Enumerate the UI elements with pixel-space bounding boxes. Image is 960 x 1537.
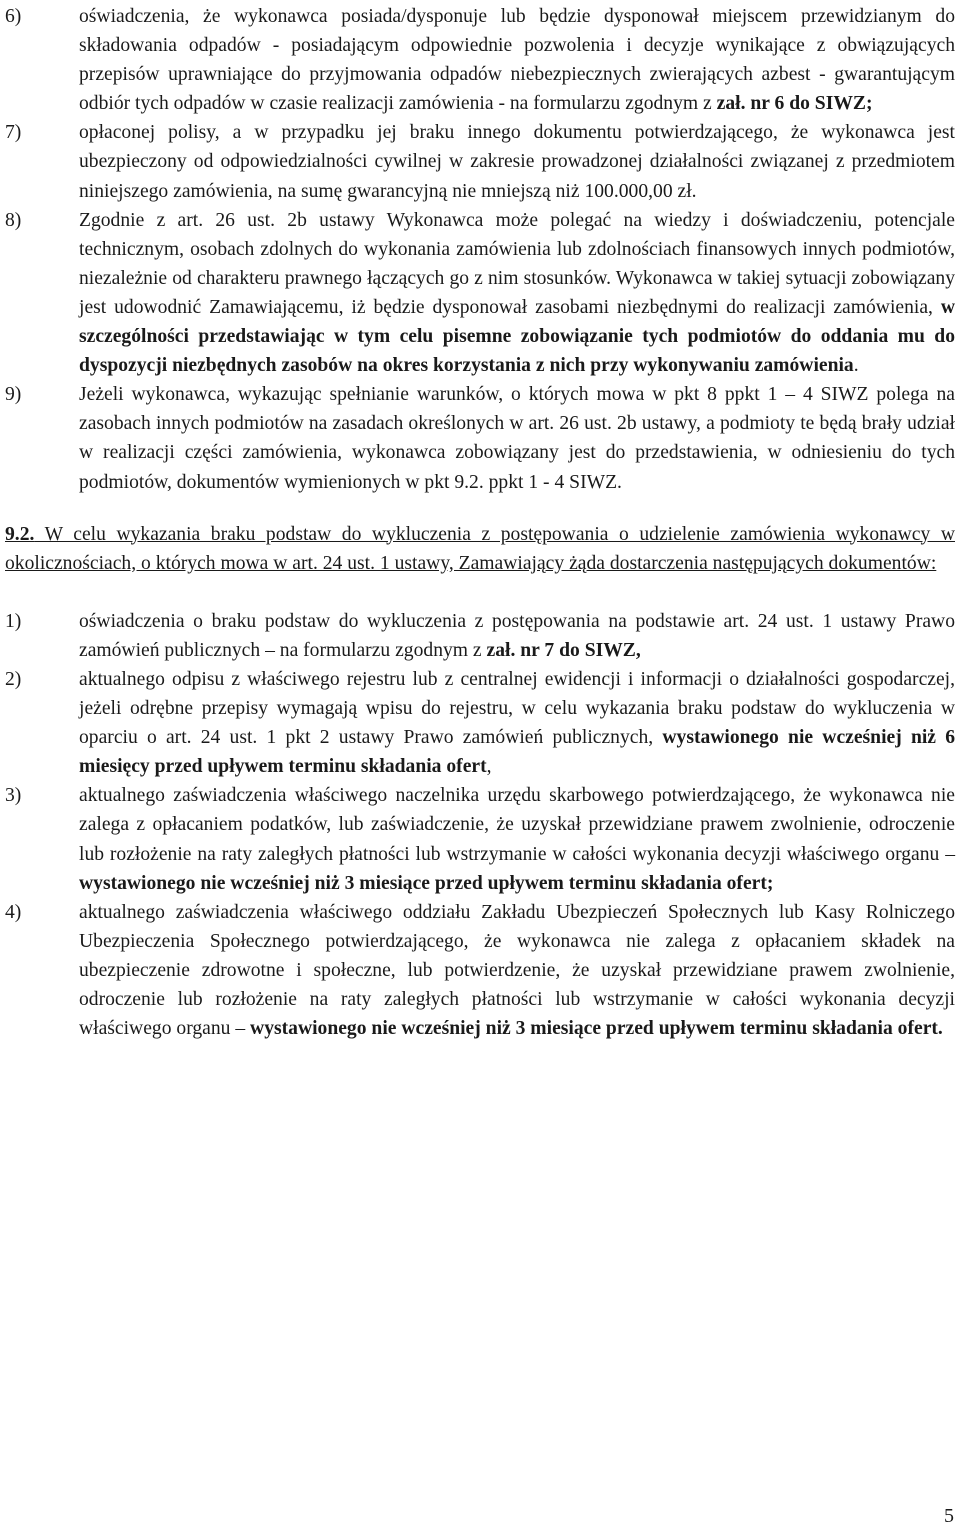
text-run: aktualnego zaświadczenia właściwego oddziału Zakładu Ubezpieczeń Społecznych lub Kasy Rolniczego Ubezpieczenia Społecznego potwierdzającego, że wykonawca nie zalega z opłacaniem składek na ubezpieczenie zdrowotne i społeczne, lub potwierdzenie, że uzyskał przewidziane prawem zwolnienie, odroczenie lub rozłożenie na raty zaległych płatności lub wstrzymanie w całości wykonania decyzji właściwego organu – — [79, 901, 955, 1040]
requirements-list-top — [5, 0, 955, 497]
list-item — [5, 781, 955, 897]
list-item-number: 6) — [5, 6, 22, 27]
section-number: 9.2. — [5, 523, 35, 545]
bold-text: wystawionego nie wcześniej niż 3 miesiące przed upływem terminu składania ofert. — [250, 1018, 943, 1040]
text-run: Zgodnie z art. 26 ust. 2b ustawy Wykonawca może polegać na wiedzy i doświadczeniu, potencjale technicznym, osobach zdolnych do wykonania zamówienia lub zdolnościach finansowych innych podmiotów, niezależnie od charakteru prawnego łączących go z nim stosunków. Wykonawca w takiej sytuacji zobowiązany jest udowodnić Zamawiającemu, iż będzie dysponował zasobami niezbędnymi do realizacji zamówienia, — [79, 209, 955, 318]
list-item — [5, 380, 955, 496]
list-item — [5, 898, 955, 1043]
list-item-number: 1) — [5, 610, 22, 632]
list-item-text — [79, 781, 955, 897]
text-run: opłaconej polisy, a w przypadku jej braku innego dokumentu potwierdzającego, że wykonawca jest ubezpieczony od odpowiedzialności cywilnej w zakresie prowadzonej działalności związanej z przedmiotem niniejszego zamówienia, na sumę gwarancyjną nie mniejszą niż 100.000,00 zł. — [79, 122, 955, 202]
list-item-text — [79, 665, 955, 781]
bold-text: wystawionego nie wcześniej niż 3 miesiące przed upływem terminu składania ofert; — [79, 872, 774, 894]
list-item-number: 9) — [5, 384, 22, 406]
list-item — [5, 2, 955, 118]
section-text: W celu wykazania braku podstaw do wykluczenia z postępowania o udzielenie zamówienia wykonawcy w okolicznościach, o których mowa w art. 24 ust. 1 ustawy, Zamawiający żąda dostarczenia następujących dokumentów: — [5, 523, 955, 574]
text-run: Jeżeli wykonawca, wykazując spełnianie warunków, o których mowa w pkt 8 ppkt 1 – 4 SIWZ polega na zasobach innych podmiotów na zasadach określonych w art. 26 ust. 2b ustawy, a podmioty te będą brały udział w realizacji części zamówienia, wykonawca zobowiązany jest do przedstawienia, w odniesieniu do tych podmiotów, dokumentów wymienionych w pkt 9.2. ppkt 1 - 4 SIWZ. — [79, 384, 955, 493]
list-item-number: 2) — [5, 668, 22, 690]
list-item-number: 8) — [5, 209, 22, 231]
list-item-text — [79, 118, 955, 205]
section-9-2-heading — [5, 520, 955, 578]
list-item — [5, 665, 955, 781]
list-item — [5, 118, 955, 205]
text-run: , — [486, 756, 492, 778]
text-run: aktualnego odpisu z właściwego rejestru lub z centralnej ewidencji i informacji o działalności gospodarczej, jeżeli odrębne przepisy wymagają wpisu do rejestru, w celu wykazania braku podstaw do wykluczenia w oparciu o art. 24 ust. 1 pkt 2 ustawy Prawo zamówień publicznych, — [79, 668, 955, 749]
list-item — [5, 607, 955, 665]
page-number: 5 — [944, 1505, 954, 1527]
list-item-text — [79, 607, 955, 665]
text-run: . — [853, 355, 859, 377]
list-item-number: 7) — [5, 122, 22, 144]
numbered-list — [5, 2, 955, 497]
numbered-list — [5, 607, 955, 1043]
list-item-text — [79, 380, 955, 496]
list-item-number: 4) — [5, 901, 22, 923]
text-run: oświadczenia o braku podstaw do wykluczenia z postępowania na podstawie art. 24 ust. 1 ustawy Prawo zamówień publicznych – na formularzu zgodnym z — [79, 610, 955, 661]
bold-text: zał. nr 7 do SIWZ, — [486, 639, 641, 661]
list-item-text — [79, 206, 955, 381]
bold-text: w szczególności przedstawiając w tym celu pisemne zobowiązanie tych podmiotów do oddania mu do dyspozycji niezbędnych zasobów na okres korzystania z nich przy wykonywaniu zamówienia — [79, 296, 955, 377]
list-item-text — [79, 2, 955, 118]
text-run: aktualnego zaświadczenia właściwego naczelnika urzędu skarbowego potwierdzającego, że wykonawca nie zalega z opłacaniem podatków, lub zaświadczenie, że uzyskał przewidziane prawem zwolnienie, odroczenie lub rozłożenie na raty zaległych płatności lub wstrzymanie w całości wykonania decyzji właściwego organu – — [79, 785, 955, 865]
requirements-list-bottom — [5, 607, 955, 1043]
list-item-number: 3) — [5, 785, 22, 807]
list-item-text — [79, 898, 955, 1043]
bold-text: wystawionego nie wcześniej niż 6 miesięcy przed upływem terminu składania ofert — [79, 727, 955, 778]
bold-text: zał. nr 6 do SIWZ; — [716, 93, 873, 115]
text-run: oświadczenia, że wykonawca posiada/dysponuje lub będzie dysponował miejscem przewidzianym do składowania odpadów - posiadającym odpowiednie pozwolenia i decyzje wynikające z obwiązujących przepisów uprawniające do przyjmowania odpadów niebezpiecznych zwierających azbest - gwarantującym odbiór tych odpadów w czasie realizacji zamówienia - na formularzu zgodnym z — [79, 6, 955, 115]
list-item — [5, 206, 955, 381]
